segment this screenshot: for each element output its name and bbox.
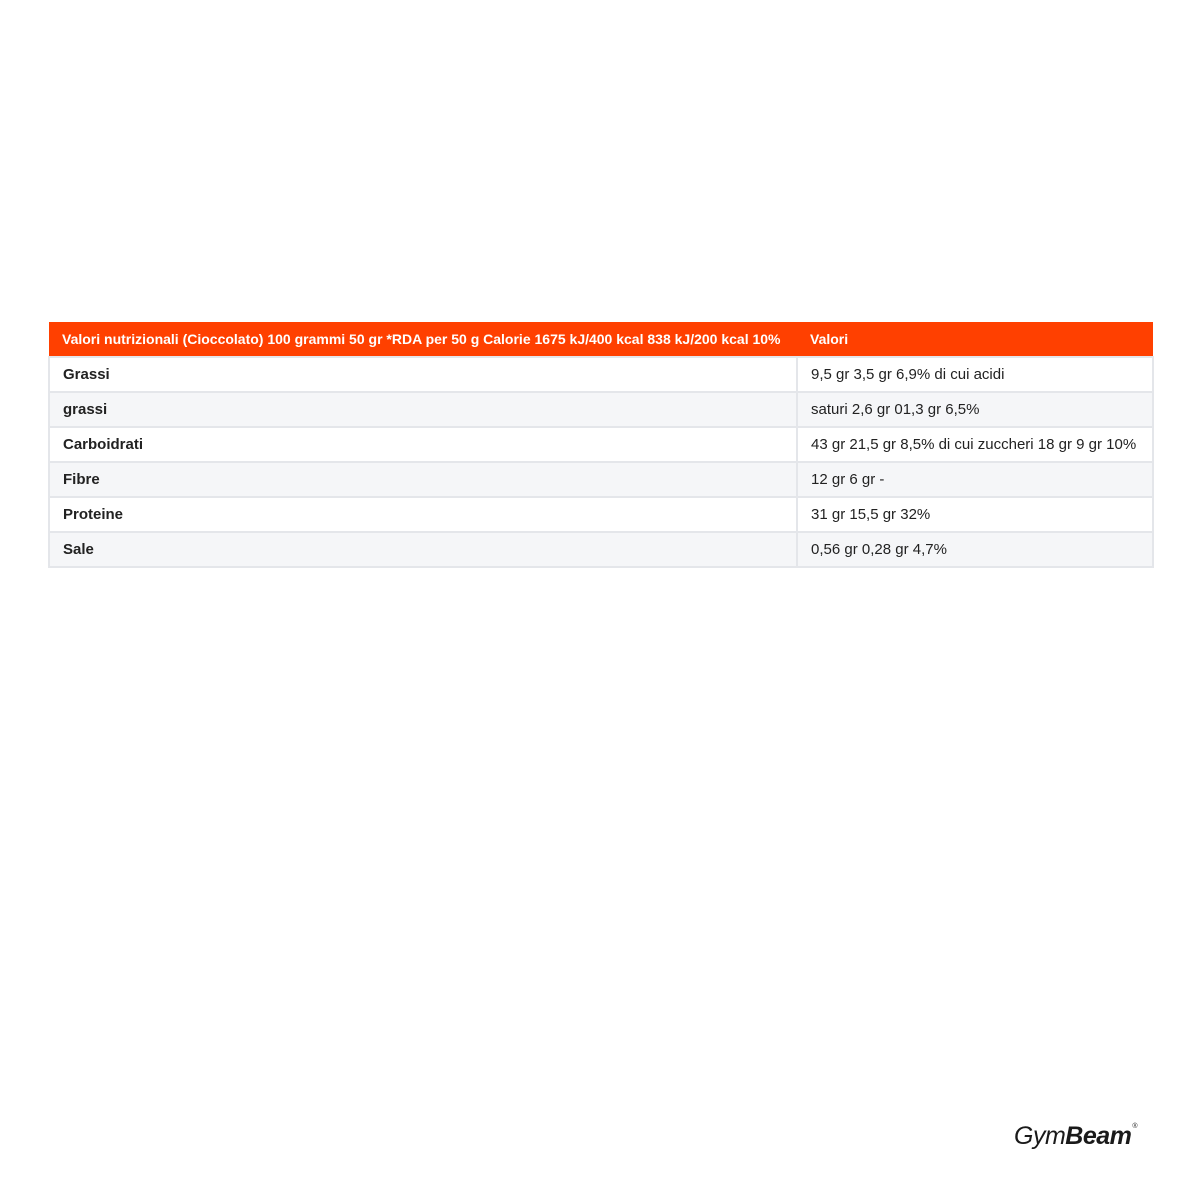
row-label: Proteine bbox=[49, 497, 797, 532]
nutrition-table-container bbox=[48, 322, 1152, 568]
row-label: Fibre bbox=[49, 462, 797, 497]
table-row bbox=[49, 357, 1153, 392]
gymbeam-logo bbox=[1014, 1122, 1137, 1151]
registered-mark: ® bbox=[1132, 1123, 1138, 1130]
row-value: saturi 2,6 gr 01,3 gr 6,5% bbox=[797, 392, 1153, 427]
row-label: grassi bbox=[49, 392, 797, 427]
row-label: Carboidrati bbox=[49, 427, 797, 462]
header-nutrition-values: Valori nutrizionali (Cioccolato) 100 grammi 50 gr *RDA per 50 g Calorie 1675 kJ/400 kcal 838 kJ/200 kcal 10% bbox=[49, 322, 797, 357]
table-row bbox=[49, 462, 1153, 497]
header-row bbox=[49, 322, 1153, 357]
table-header bbox=[49, 322, 1153, 357]
row-value: 12 gr 6 gr - bbox=[797, 462, 1153, 497]
table-row bbox=[49, 497, 1153, 532]
nutrition-table bbox=[48, 322, 1154, 568]
table-row bbox=[49, 392, 1153, 427]
table-body bbox=[49, 357, 1153, 567]
logo-gym-text: Gym bbox=[1014, 1122, 1066, 1150]
row-label: Sale bbox=[49, 532, 797, 567]
row-value: 31 gr 15,5 gr 32% bbox=[797, 497, 1153, 532]
row-value: 0,56 gr 0,28 gr 4,7% bbox=[797, 532, 1153, 567]
header-values: Valori bbox=[797, 322, 1153, 357]
row-label: Grassi bbox=[49, 357, 797, 392]
row-value: 43 gr 21,5 gr 8,5% di cui zuccheri 18 gr 9 gr 10% bbox=[797, 427, 1153, 462]
row-value: 9,5 gr 3,5 gr 6,9% di cui acidi bbox=[797, 357, 1153, 392]
table-row bbox=[49, 532, 1153, 567]
logo-beam-text: Beam bbox=[1065, 1122, 1132, 1150]
table-row bbox=[49, 427, 1153, 462]
